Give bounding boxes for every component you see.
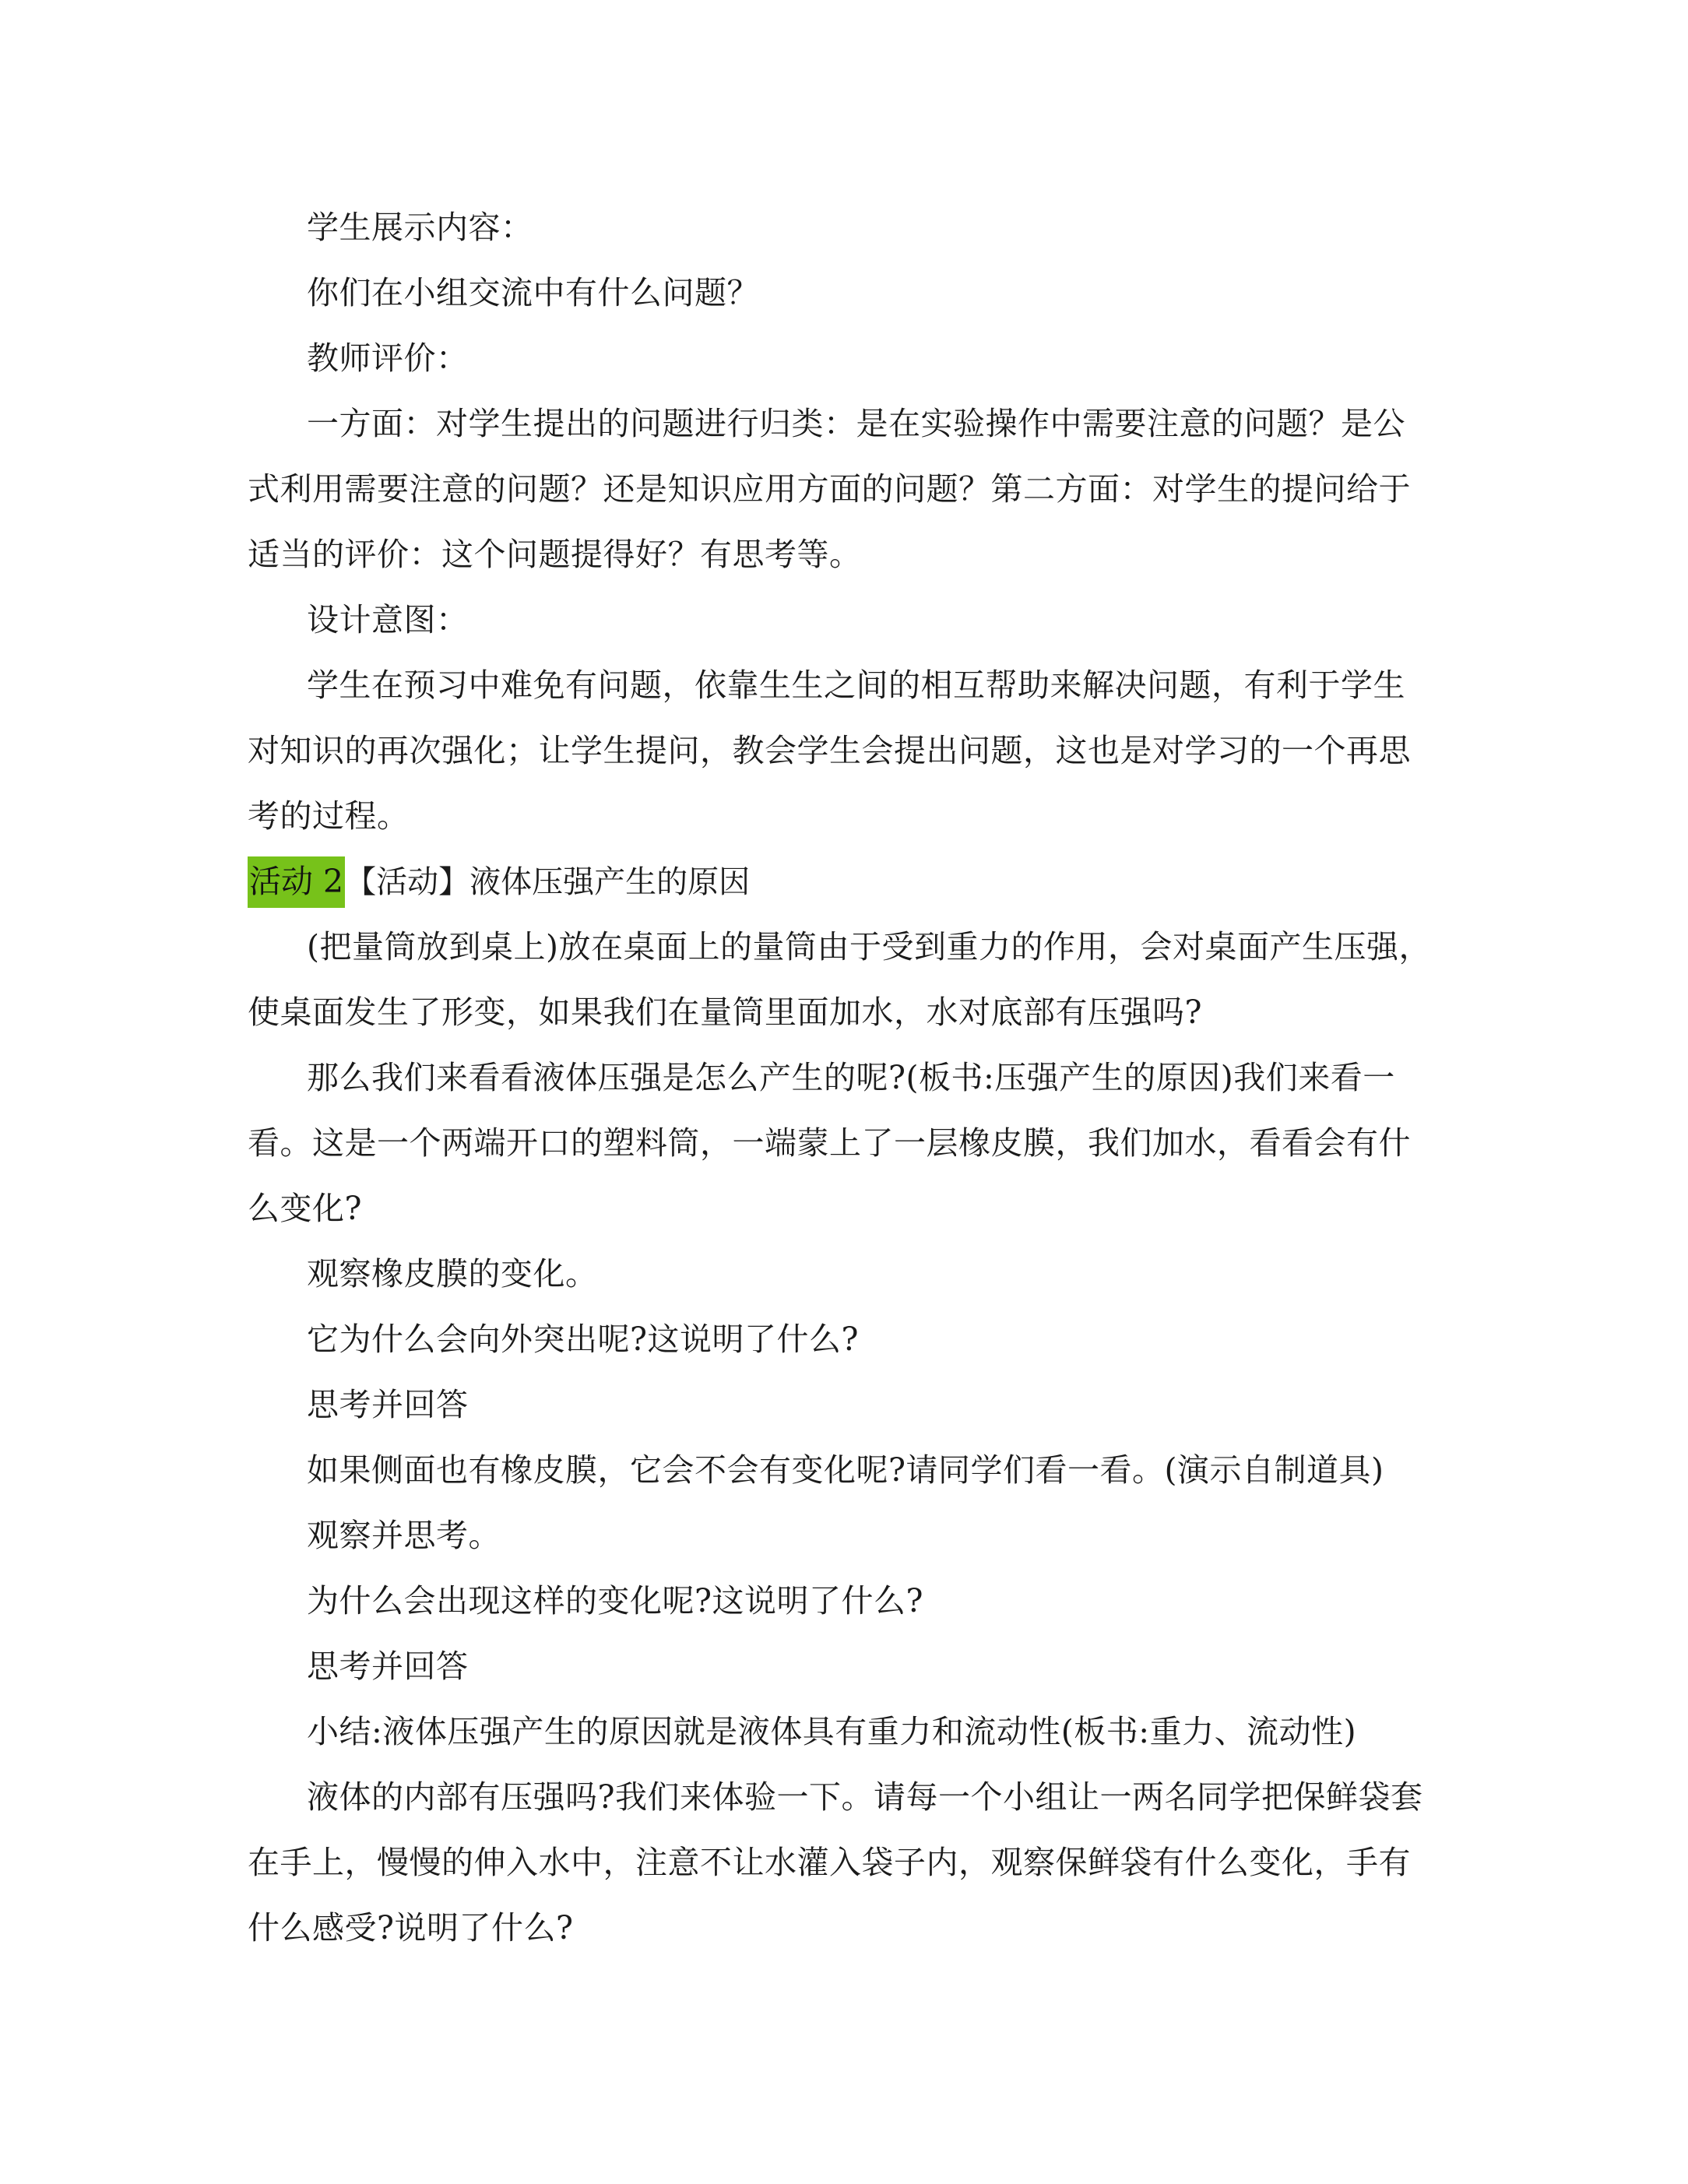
text-line: 式利用需要注意的问题？还是知识应用方面的问题？第二方面：对学生的提问给于 — [248, 470, 1411, 508]
text-line: 在手上，慢慢的伸入水中，注意不让水灌入袋子内，观察保鲜袋有什么变化，手有 — [248, 1844, 1411, 1881]
text-line: 什么感受?说明了什么? — [248, 1909, 574, 1947]
paragraph-rubber-membrane-demo — [248, 1045, 1440, 1241]
paragraph-side-membrane: 如果侧面也有橡皮膜，它会不会有变化呢?请同学们看一看。(演示自制道具) — [307, 1451, 1384, 1489]
paragraph-teacher-evaluation: 教师评价： — [307, 339, 469, 377]
text-line: 适当的评价：这个问题提得好？有思考等。 — [248, 536, 862, 573]
document-body — [248, 195, 1440, 1961]
text-line: 考的过程。 — [248, 797, 410, 835]
paragraph-design-intent: 设计意图： — [307, 601, 469, 638]
text-line: 液体的内部有压强吗?我们来体验一下。请每一个小组让一两名同学把保鲜袋套 — [307, 1778, 1423, 1816]
paragraph-internal-pressure — [248, 1764, 1440, 1961]
text-line: 看。这是一个两端开口的塑料筒，一端蒙上了一层橡皮膜，我们加水，看看会有什 — [248, 1124, 1411, 1162]
text-line: 学生在预习中难免有问题，依靠生生之间的相互帮助来解决问题，有利于学生 — [307, 666, 1405, 704]
paragraph-think-answer-2: 思考并回答 — [307, 1648, 469, 1685]
paragraph-observe-membrane: 观察橡皮膜的变化。 — [307, 1255, 598, 1292]
paragraph-student-display: 学生展示内容： — [307, 209, 533, 246]
activity-badge: 活动 2 — [248, 856, 345, 908]
paragraph-measuring-cylinder — [248, 914, 1440, 1045]
paragraph-summary: 小结:液体压强产生的原因就是液体具有重力和流动性(板书:重力、流动性) — [307, 1713, 1357, 1750]
paragraph-evaluation-details — [248, 391, 1440, 587]
paragraph-observe-think: 观察并思考。 — [307, 1517, 501, 1554]
text-line: 使桌面发生了形变，如果我们在量筒里面加水，水对底部有压强吗? — [248, 994, 1202, 1031]
paragraph-why-change: 为什么会出现这样的变化呢?这说明了什么? — [307, 1582, 923, 1620]
paragraph-why-bulge: 它为什么会向外突出呢?这说明了什么? — [307, 1321, 859, 1358]
paragraph-think-answer-1: 思考并回答 — [307, 1386, 469, 1423]
text-line: 那么我们来看看液体压强是怎么产生的呢?(板书:压强产生的原因)我们来看一 — [307, 1059, 1395, 1096]
paragraph-design-intent-details — [248, 652, 1440, 849]
section-heading — [248, 849, 1440, 914]
section-title: 【活动】液体压强产生的原因 — [345, 864, 751, 900]
text-line: 一方面：对学生提出的问题进行归类：是在实验操作中需要注意的问题？是公 — [307, 405, 1405, 442]
paragraph-group-question: 你们在小组交流中有什么问题？ — [307, 274, 759, 311]
text-line: (把量筒放到桌上)放在桌面上的量筒由于受到重力的作用，会对桌面产生压强， — [307, 928, 1431, 965]
text-line: 么变化? — [248, 1190, 362, 1227]
text-line: 对知识的再次强化；让学生提问，教会学生会提出问题，这也是对学习的一个再思 — [248, 732, 1411, 769]
